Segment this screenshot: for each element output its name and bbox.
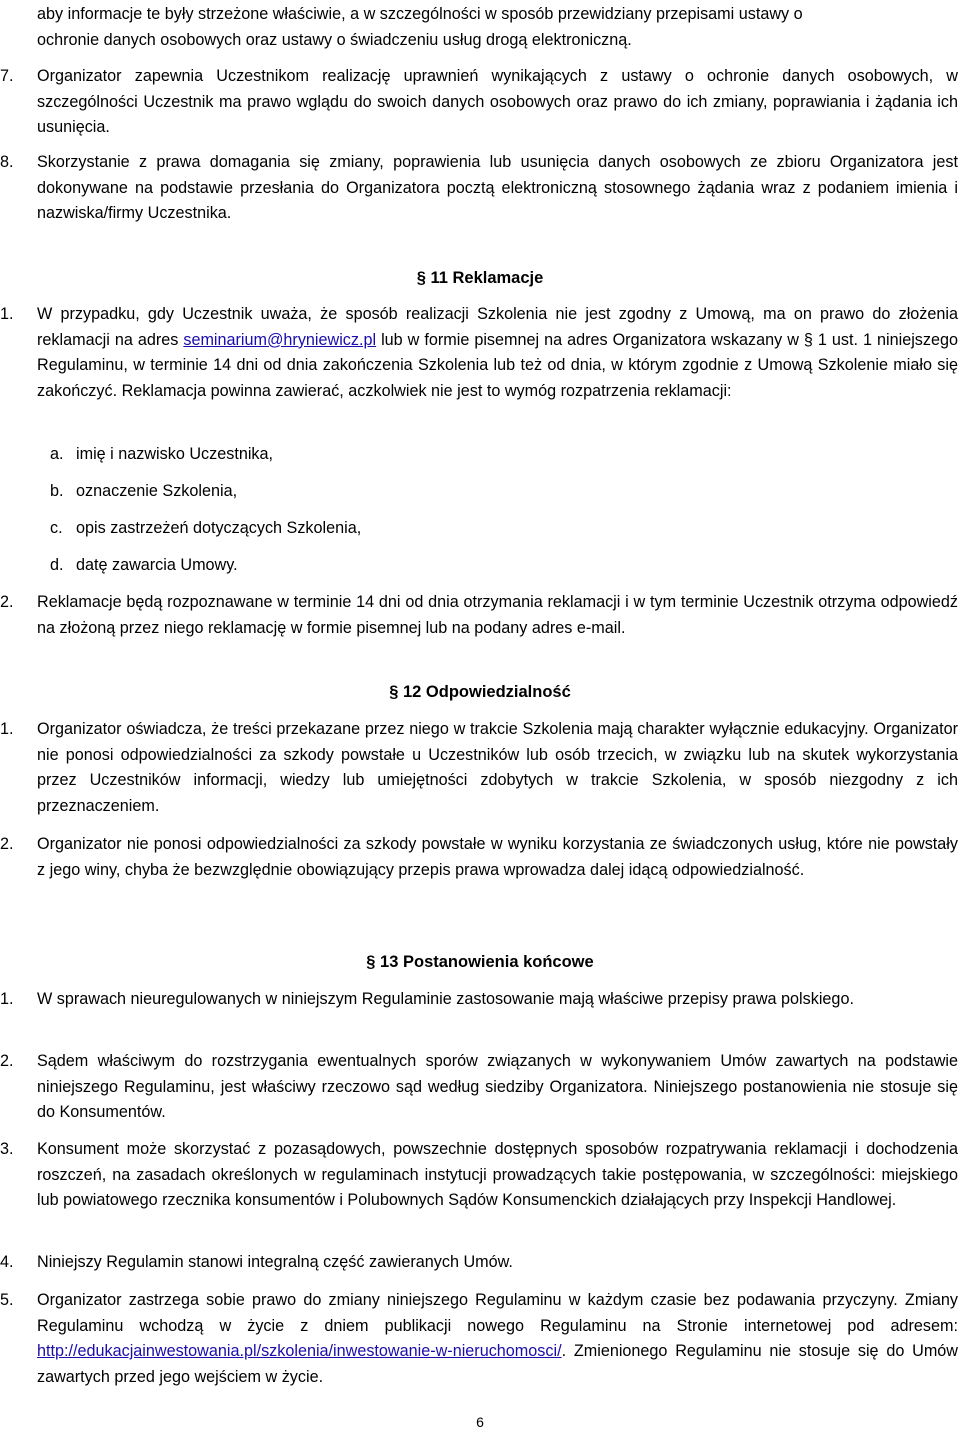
item-text: Organizator zapewnia Uczestnikom realizację uprawnień wynikających z ustawy o ochronie danych osobowych, w szczególności Uczestnik ma prawo wglądu do swoich danych osobowych oraz prawo do ich zmiany, poprawiania i żądania ich usunięcia. <box>37 67 958 136</box>
item-text: Sądem właściwym do rozstrzygania ewentualnych sporów związanych w wykonywaniem Umów zawartych na podstawie niniejszego Regulaminu, jest właściwy rzeczowo sąd według siedziby Organizatora. Niniejszego postanowienia nie stosuje się do Konsumentów. <box>37 1052 958 1121</box>
item-text: Skorzystanie z prawa domagania się zmiany, poprawienia lub usunięcia danych osobowych ze zbioru Organizatora jest dokonywane na podstawie przesłania do Organizatora pocztą elektroniczną stosownego żądania wraz z podaniem imienia i nazwiska/firmy Uczestnika. <box>37 153 958 222</box>
item-text: Konsument może skorzystać z pozasądowych, powszechnie dostępnych sposobów rozpatrywania reklamacji i dochodzenia roszczeń, na zasadach określonych w regulaminach instytucji prowadzących takie postępowania, w szczególności: miejskiego lub powiatowego rzecznika konsumentów i Polubownych Sądów Konsumenckich działających przy Inspekcji Handlowej. <box>37 1140 958 1209</box>
item-number: 7. <box>0 67 14 85</box>
section-heading-11: § 11 Reklamacje <box>416 269 544 287</box>
complaint-email-link[interactable]: seminarium@hryniewicz.pl <box>183 330 377 349</box>
item-text: Organizator oświadcza, że treści przekazane przez niego w trakcie Szkolenia mają charakter wyłącznie edukacyjny. Organizator nie ponosi odpowiedzialności za szkody powstałe u Uczestników lub osób trzecich, w związku lub na skutek wykorzystania przez Uczestników informacji, wiedzy lub umiejętności zdobytych w trakcie Szkolenia, w sposób niezgodny z ich przeznaczeniem. <box>37 720 958 815</box>
item-text: W sprawach nieuregulowanych w niniejszym Regulaminie zastosowanie mają właściwe przepisy prawa polskiego. <box>37 990 854 1008</box>
item-number: 1. <box>0 305 14 323</box>
item-number: 2. <box>0 593 14 611</box>
complaint-subitem-b <box>50 479 237 505</box>
complaint-item-1 <box>0 302 958 404</box>
subitem-letter: b. <box>50 482 64 500</box>
liability-item-1 <box>0 717 958 819</box>
section-heading-13: § 13 Postanowienia końcowe <box>366 953 594 971</box>
item-text: Niniejszy Regulamin stanowi integralną część zawieranych Umów. <box>37 1253 513 1271</box>
subitem-text: datę zawarcia Umowy. <box>76 556 238 574</box>
item-number: 1. <box>0 990 14 1008</box>
item-number: 8. <box>0 153 14 171</box>
continued-paragraph-line2: ochronie danych osobowych oraz ustawy o świadczeniu usług drogą elektroniczną. <box>37 30 632 49</box>
complaint-subitem-c <box>50 516 361 542</box>
page-number: 6 <box>476 1414 484 1430</box>
item-number: 1. <box>0 720 14 738</box>
item-text: Organizator nie ponosi odpowiedzialności za szkody powstałe w wyniku korzystania ze świadczonych usług, które nie powstały z jego winy, chyba że bezwzględnie obowiązujący przepis prawa wprowadza dalej idącą odpowiedzialność. <box>37 835 958 879</box>
item-text-after-link: lub w formie pisemnej na adres Organizatora wskazany w § 1 ust. 1 niniejszego Regulaminu, w terminie 14 dni od dnia zakończenia Szkolenia lub też od dnia, w którym zgodnie z Umową Szkolenie miało się zakończyć. Reklamacja powinna zawierać, aczkolwiek nie jest to wymóg rozpatrzenia reklamacji: <box>37 330 958 400</box>
item-number: 2. <box>0 1052 14 1070</box>
item-text-before-link: Organizator zastrzega sobie prawo do zmiany niniejszego Regulaminu w każdym czasie bez podawania przyczyny. Zmiany Regulaminu wchodzą w życie z dniem publikacji nowego Regulaminu na Stronie internetowej pod adresem: <box>37 1291 958 1335</box>
subitem-text: opis zastrzeżeń dotyczących Szkolenia, <box>76 519 362 537</box>
privacy-item-7 <box>0 64 958 141</box>
final-item-2 <box>0 1049 958 1126</box>
subitem-text: imię i nazwisko Uczestnika, <box>76 445 274 463</box>
subitem-letter: c. <box>50 519 63 537</box>
final-item-3 <box>0 1137 958 1214</box>
item-text-after-link: . Zmienionego Regulaminu nie stosuje się do Umów zawartych przed jego wejściem w życie. <box>37 1342 958 1386</box>
final-item-4 <box>0 1250 958 1276</box>
continued-paragraph <box>37 2 958 53</box>
regulations-url-link[interactable]: http://edukacjainwestowania.pl/szkolenia/inwestowanie-w-nieruchomosci/ <box>37 1342 562 1360</box>
complaint-item-2 <box>0 590 958 641</box>
item-number: 5. <box>0 1291 14 1309</box>
subitem-text: oznaczenie Szkolenia, <box>76 482 238 500</box>
complaint-subitem-d <box>50 553 238 579</box>
privacy-item-8 <box>0 150 958 227</box>
item-number: 4. <box>0 1253 14 1271</box>
complaint-subitem-a <box>50 442 273 468</box>
liability-item-2 <box>0 832 958 883</box>
subitem-letter: a. <box>50 445 64 463</box>
item-text-before-link: W przypadku, gdy Uczestnik uważa, że sposób realizacji Szkolenia nie jest zgodny z Umową, ma on prawo do złożenia reklamacji na adres <box>37 305 958 349</box>
subitem-letter: d. <box>50 556 64 574</box>
final-item-1 <box>0 987 958 1013</box>
continued-paragraph-line1: aby informacje te były strzeżone właściwie, a w szczególności w sposób przewidziany przepisami ustawy o <box>37 5 803 23</box>
final-item-5 <box>0 1288 958 1390</box>
item-text: Reklamacje będą rozpoznawane w terminie 14 dni od dnia otrzymania reklamacji i w tym terminie Uczestnik otrzyma odpowiedź na złożoną przez niego reklamację w formie pisemnej lub na podany adres e-mail. <box>37 593 958 637</box>
item-number: 2. <box>0 835 14 853</box>
section-heading-12: § 12 Odpowiedzialność <box>389 683 571 701</box>
item-number: 3. <box>0 1140 14 1158</box>
